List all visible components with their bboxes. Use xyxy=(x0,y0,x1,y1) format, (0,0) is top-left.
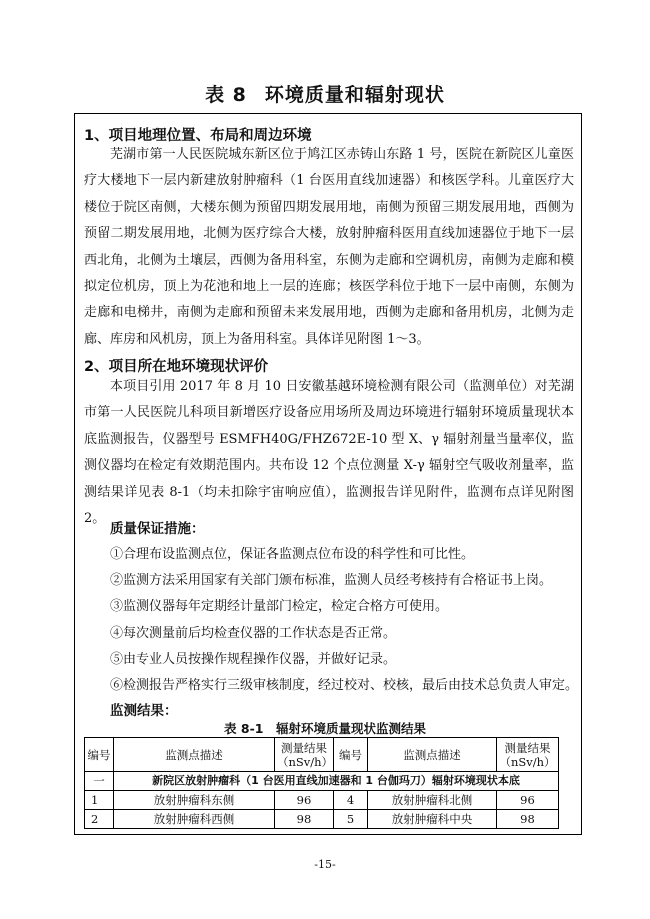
qa-item-2: ②监测方法采用国家有关部门颁布标准，监测人员经考核持有合格证书上岗。 xyxy=(110,573,553,588)
qa-item-6: ⑥检测报告严格实行三级审核制度，经过校对、校核，最后由技术总负责人审定。 xyxy=(110,678,579,693)
table-row xyxy=(85,791,559,810)
header-desc: 监测点描述 xyxy=(368,738,497,772)
table-section-row xyxy=(85,772,559,791)
table-caption: 表 8-1 辐射环境质量现状监测结果 xyxy=(224,721,426,736)
title-text: 环境质量和辐射现状 xyxy=(264,84,445,106)
header-desc: 监测点描述 xyxy=(114,738,275,772)
cell-desc: 放射肿瘤科北侧 xyxy=(368,791,497,810)
page-title xyxy=(0,80,650,107)
cell-no: 5 xyxy=(334,810,368,829)
cell-value: 98 xyxy=(275,810,334,829)
cell-desc: 放射肿瘤科中央 xyxy=(368,810,497,829)
table-number: 表 8 xyxy=(205,84,247,106)
cell-value: 96 xyxy=(275,791,334,810)
qa-item-1: ①合理布设监测点位，保证各监测点位布设的科学性和可比性。 xyxy=(110,547,475,562)
cell-no: 2 xyxy=(85,810,114,829)
section2-heading: 2、项目所在地环境现状评价 xyxy=(84,359,269,375)
cell-desc: 放射肿瘤科西侧 xyxy=(114,810,275,829)
section-no: 一 xyxy=(85,772,114,791)
qa-item-5: ⑤由专业人员按操作规程操作仪器，并做好记录。 xyxy=(110,652,397,667)
header-value: 测量结果 （nSv/h） xyxy=(497,738,559,772)
header-no: 编号 xyxy=(334,738,368,772)
qa-item-3: ③监测仪器每年定期经计量部门检定，检定合格方可使用。 xyxy=(110,599,449,614)
table-row xyxy=(85,810,559,829)
results-heading: 监测结果： xyxy=(110,703,178,719)
header-no: 编号 xyxy=(85,738,114,772)
section1-paragraph: 芜湖市第一人民医院城东新区位于鸠江区赤铸山东路 1 号，医院在新院区儿童医疗大楼地下一层内新建放射肿瘤科（1 台医用直线加速器）和核医学科。儿童医疗大楼位于院区南侧，大楼东侧为预留四期发展用地，南侧为预留三期发展用地，西侧为预留二期发展用地，北侧为医疗综合大楼，放射肿瘤科医用直线加速器位于地下一层西北角，北侧为土壤层，西侧为备用科室，东侧为走廊和空调机房，南侧为走廊和模拟定位机房，顶上为花池和地上一层的连廊；核医学科位于地下一层中南侧，东侧为走廊和电梯井，南侧为走廊和预留未来发展用地，西侧为走廊和备用机房，北侧为走廊、库房和风机房，顶上为备用科室。具体详见附图 1～3。 xyxy=(84,147,574,347)
qa-item-4: ④每次测量前后均检查仪器的工作状态是否正常。 xyxy=(110,626,397,641)
header-value: 测量结果 （nSv/h） xyxy=(275,738,334,772)
cell-value: 96 xyxy=(497,791,559,810)
section-label: 新院区放射肿瘤科（1 台医用直线加速器和 1 台伽玛刀）辐射环境现状本底 xyxy=(114,772,559,791)
table-header-row xyxy=(85,738,559,772)
cell-no: 4 xyxy=(334,791,368,810)
section2-paragraph: 本项目引用 2017 年 8 月 10 日安徽基越环境检测有限公司（监测单位）对芜湖市第一人民医院儿科项目新增医疗设备应用场所及周边环境进行辐射环境质量现状本底监测报告，仪器型号 ESMFH40G/FHZ672E-10 型 X、γ 辐射剂量当量率仪，监测仪器均在检定有效期范围内。共布设 12 个点位测量 X-γ 辐射空气吸收剂量率，监测结果详见表 8-1（均未扣除宇宙响应值），监测报告详见附件，监测布点详见附图 2。 xyxy=(84,379,574,527)
cell-desc: 放射肿瘤科东侧 xyxy=(114,791,275,810)
qa-heading: 质量保证措施： xyxy=(110,521,205,537)
cell-no: 1 xyxy=(85,791,114,810)
cell-value: 98 xyxy=(497,810,559,829)
section1-heading: 1、项目地理位置、布局和周边环境 xyxy=(84,128,312,144)
page-number: -15- xyxy=(314,858,336,871)
monitoring-results-table xyxy=(84,737,559,829)
